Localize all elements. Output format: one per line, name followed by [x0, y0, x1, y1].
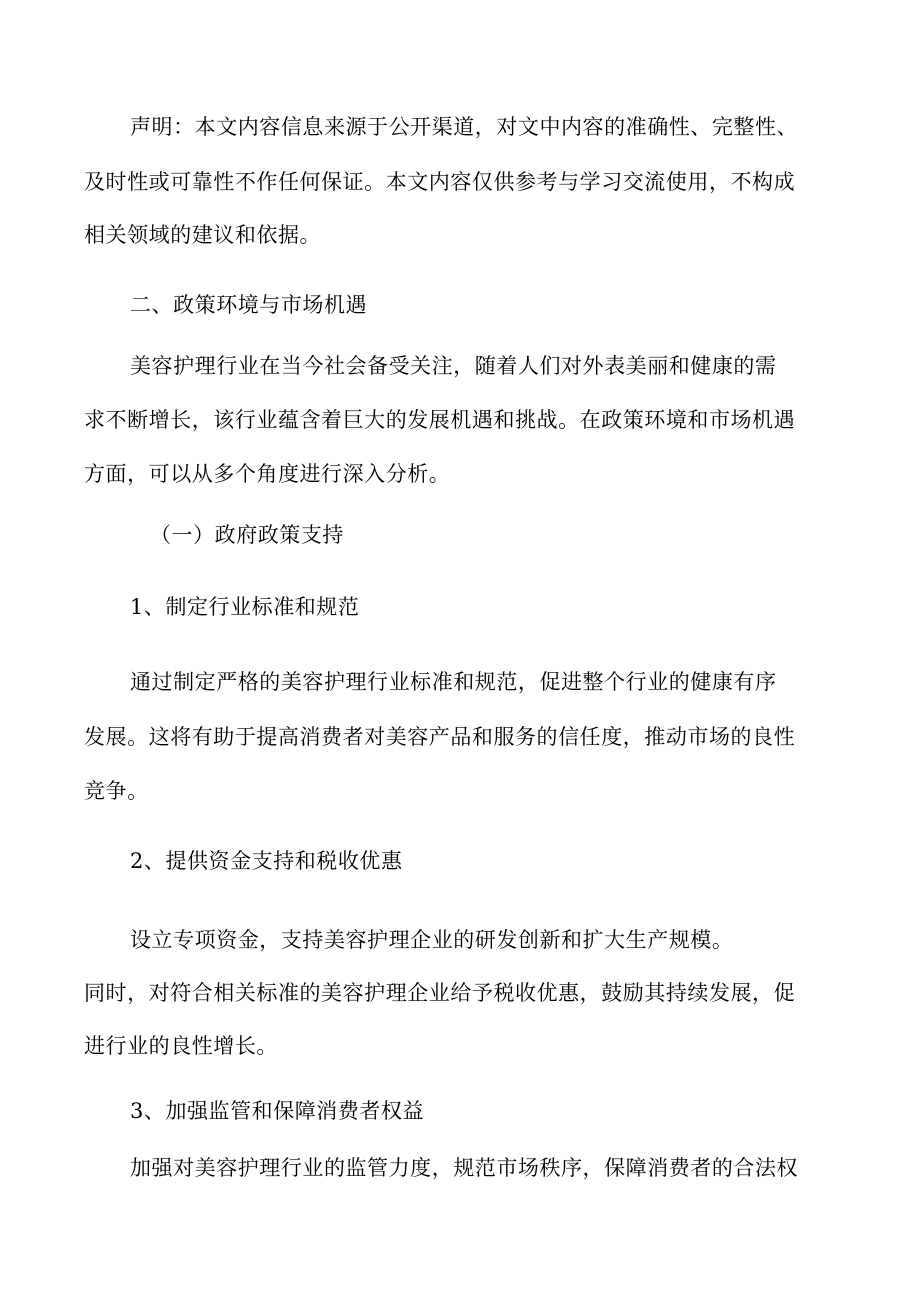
item-1-line-3: 竞争。 — [84, 779, 149, 803]
item-2-heading: 2、提供资金支持和税收优惠 — [130, 849, 403, 873]
disclaimer-line-3: 相关领域的建议和依据。 — [84, 223, 322, 247]
intro-line-1: 美容护理行业在当今社会备受关注，随着人们对外表美丽和健康的需 — [130, 354, 777, 378]
item-1-heading: 1、制定行业标准和规范 — [130, 595, 360, 619]
subsection-heading: （一）政府政策支持 — [150, 523, 344, 547]
item-3-line-1: 加强对美容护理行业的监管力度，规范市场秩序，保障消费者的合法权 — [130, 1156, 799, 1180]
disclaimer-line-1: 声明：本文内容信息来源于公开渠道，对文中内容的准确性、完整性、 — [130, 115, 799, 139]
intro-line-2: 求不断增长，该行业蕴含着巨大的发展机遇和挑战。在政策环境和市场机遇 — [84, 408, 796, 432]
disclaimer-line-2: 及时性或可靠性不作任何保证。本文内容仅供参考与学习交流使用，不构成 — [84, 170, 796, 194]
item-2-line-2: 同时，对符合相关标准的美容护理企业给予税收优惠，鼓励其持续发展，促 — [84, 981, 796, 1005]
intro-line-3: 方面，可以从多个角度进行深入分析。 — [84, 462, 451, 486]
item-1-line-1: 通过制定严格的美容护理行业标准和规范，促进整个行业的健康有序 — [130, 670, 777, 694]
item-2-line-3: 进行业的良性增长。 — [84, 1034, 278, 1058]
section-heading: 二、政策环境与市场机遇 — [130, 293, 368, 317]
item-1-line-2: 发展。这将有助于提高消费者对美容产品和服务的信任度，推动市场的良性 — [84, 725, 796, 749]
item-3-heading: 3、加强监管和保障消费者权益 — [130, 1099, 425, 1123]
item-2-line-1: 设立专项资金，支持美容护理企业的研发创新和扩大生产规模。 — [130, 928, 734, 952]
